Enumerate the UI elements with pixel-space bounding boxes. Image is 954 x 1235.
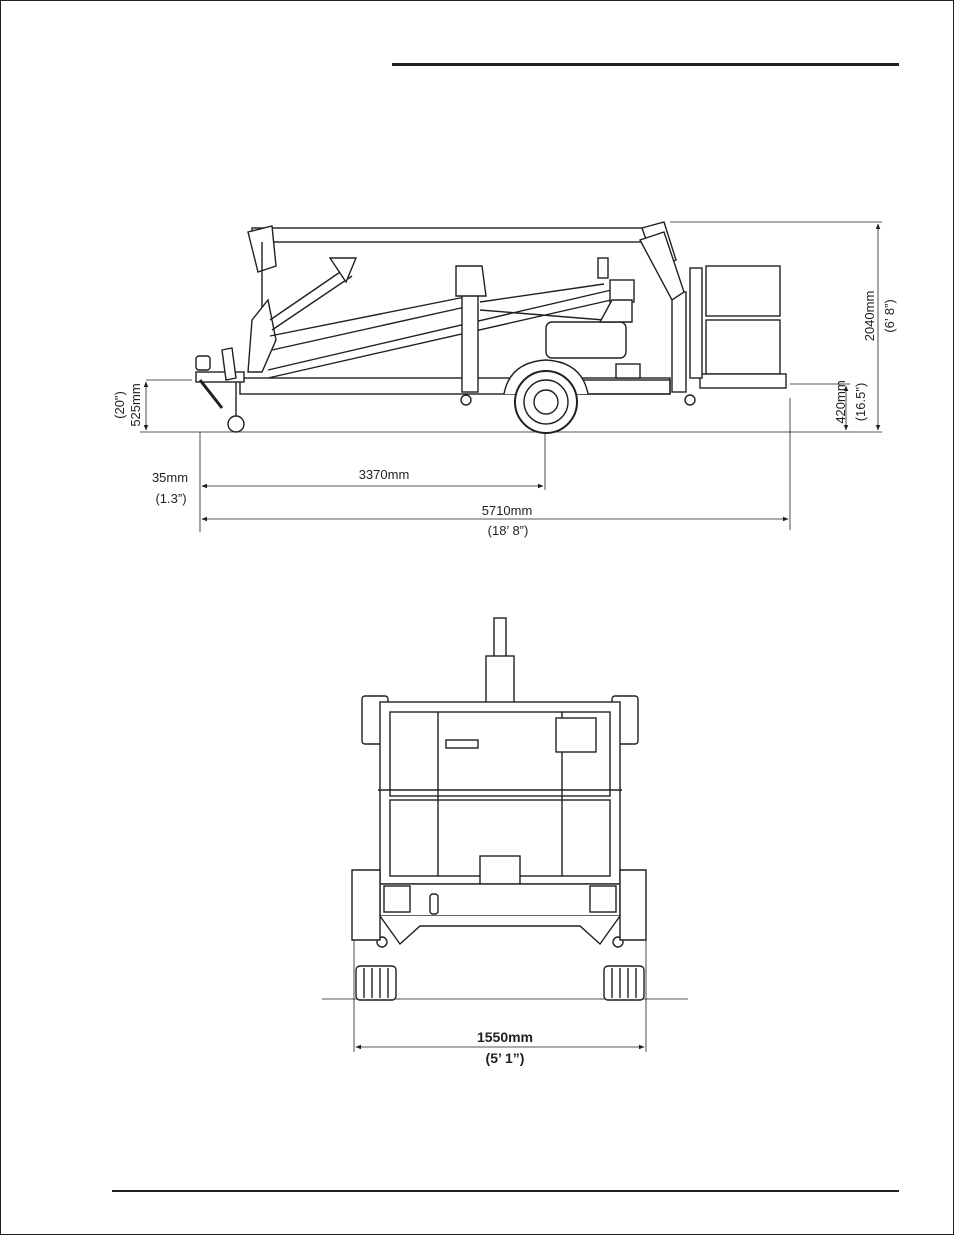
dim-rear-height-metric: 420mm (833, 380, 848, 424)
dim-axle-distance-metric: 3370mm (358, 467, 410, 482)
dim-platform-height-metric: 2040mm (862, 290, 877, 342)
dim-rear-height-imperial: (16.5") (853, 382, 868, 422)
dim-total-length-imperial: (18’ 8”) (487, 523, 529, 538)
dim-hitch-offset-metric: 35mm (151, 470, 189, 485)
dim-width-imperial: (5’ 1”) (485, 1050, 525, 1066)
dim-hitch-height-metric: 525mm (128, 383, 143, 427)
dim-total-length-metric: 5710mm (481, 503, 533, 518)
dim-width-metric: 1550mm (476, 1029, 534, 1045)
dim-platform-height-imperial: (6’ 8”) (882, 299, 897, 333)
dim-hitch-height-imperial: (20") (112, 391, 127, 419)
dim-hitch-offset-imperial: (1.3”) (155, 491, 187, 506)
side-view-drawing (140, 222, 882, 433)
rear-view-drawing (322, 618, 688, 1000)
